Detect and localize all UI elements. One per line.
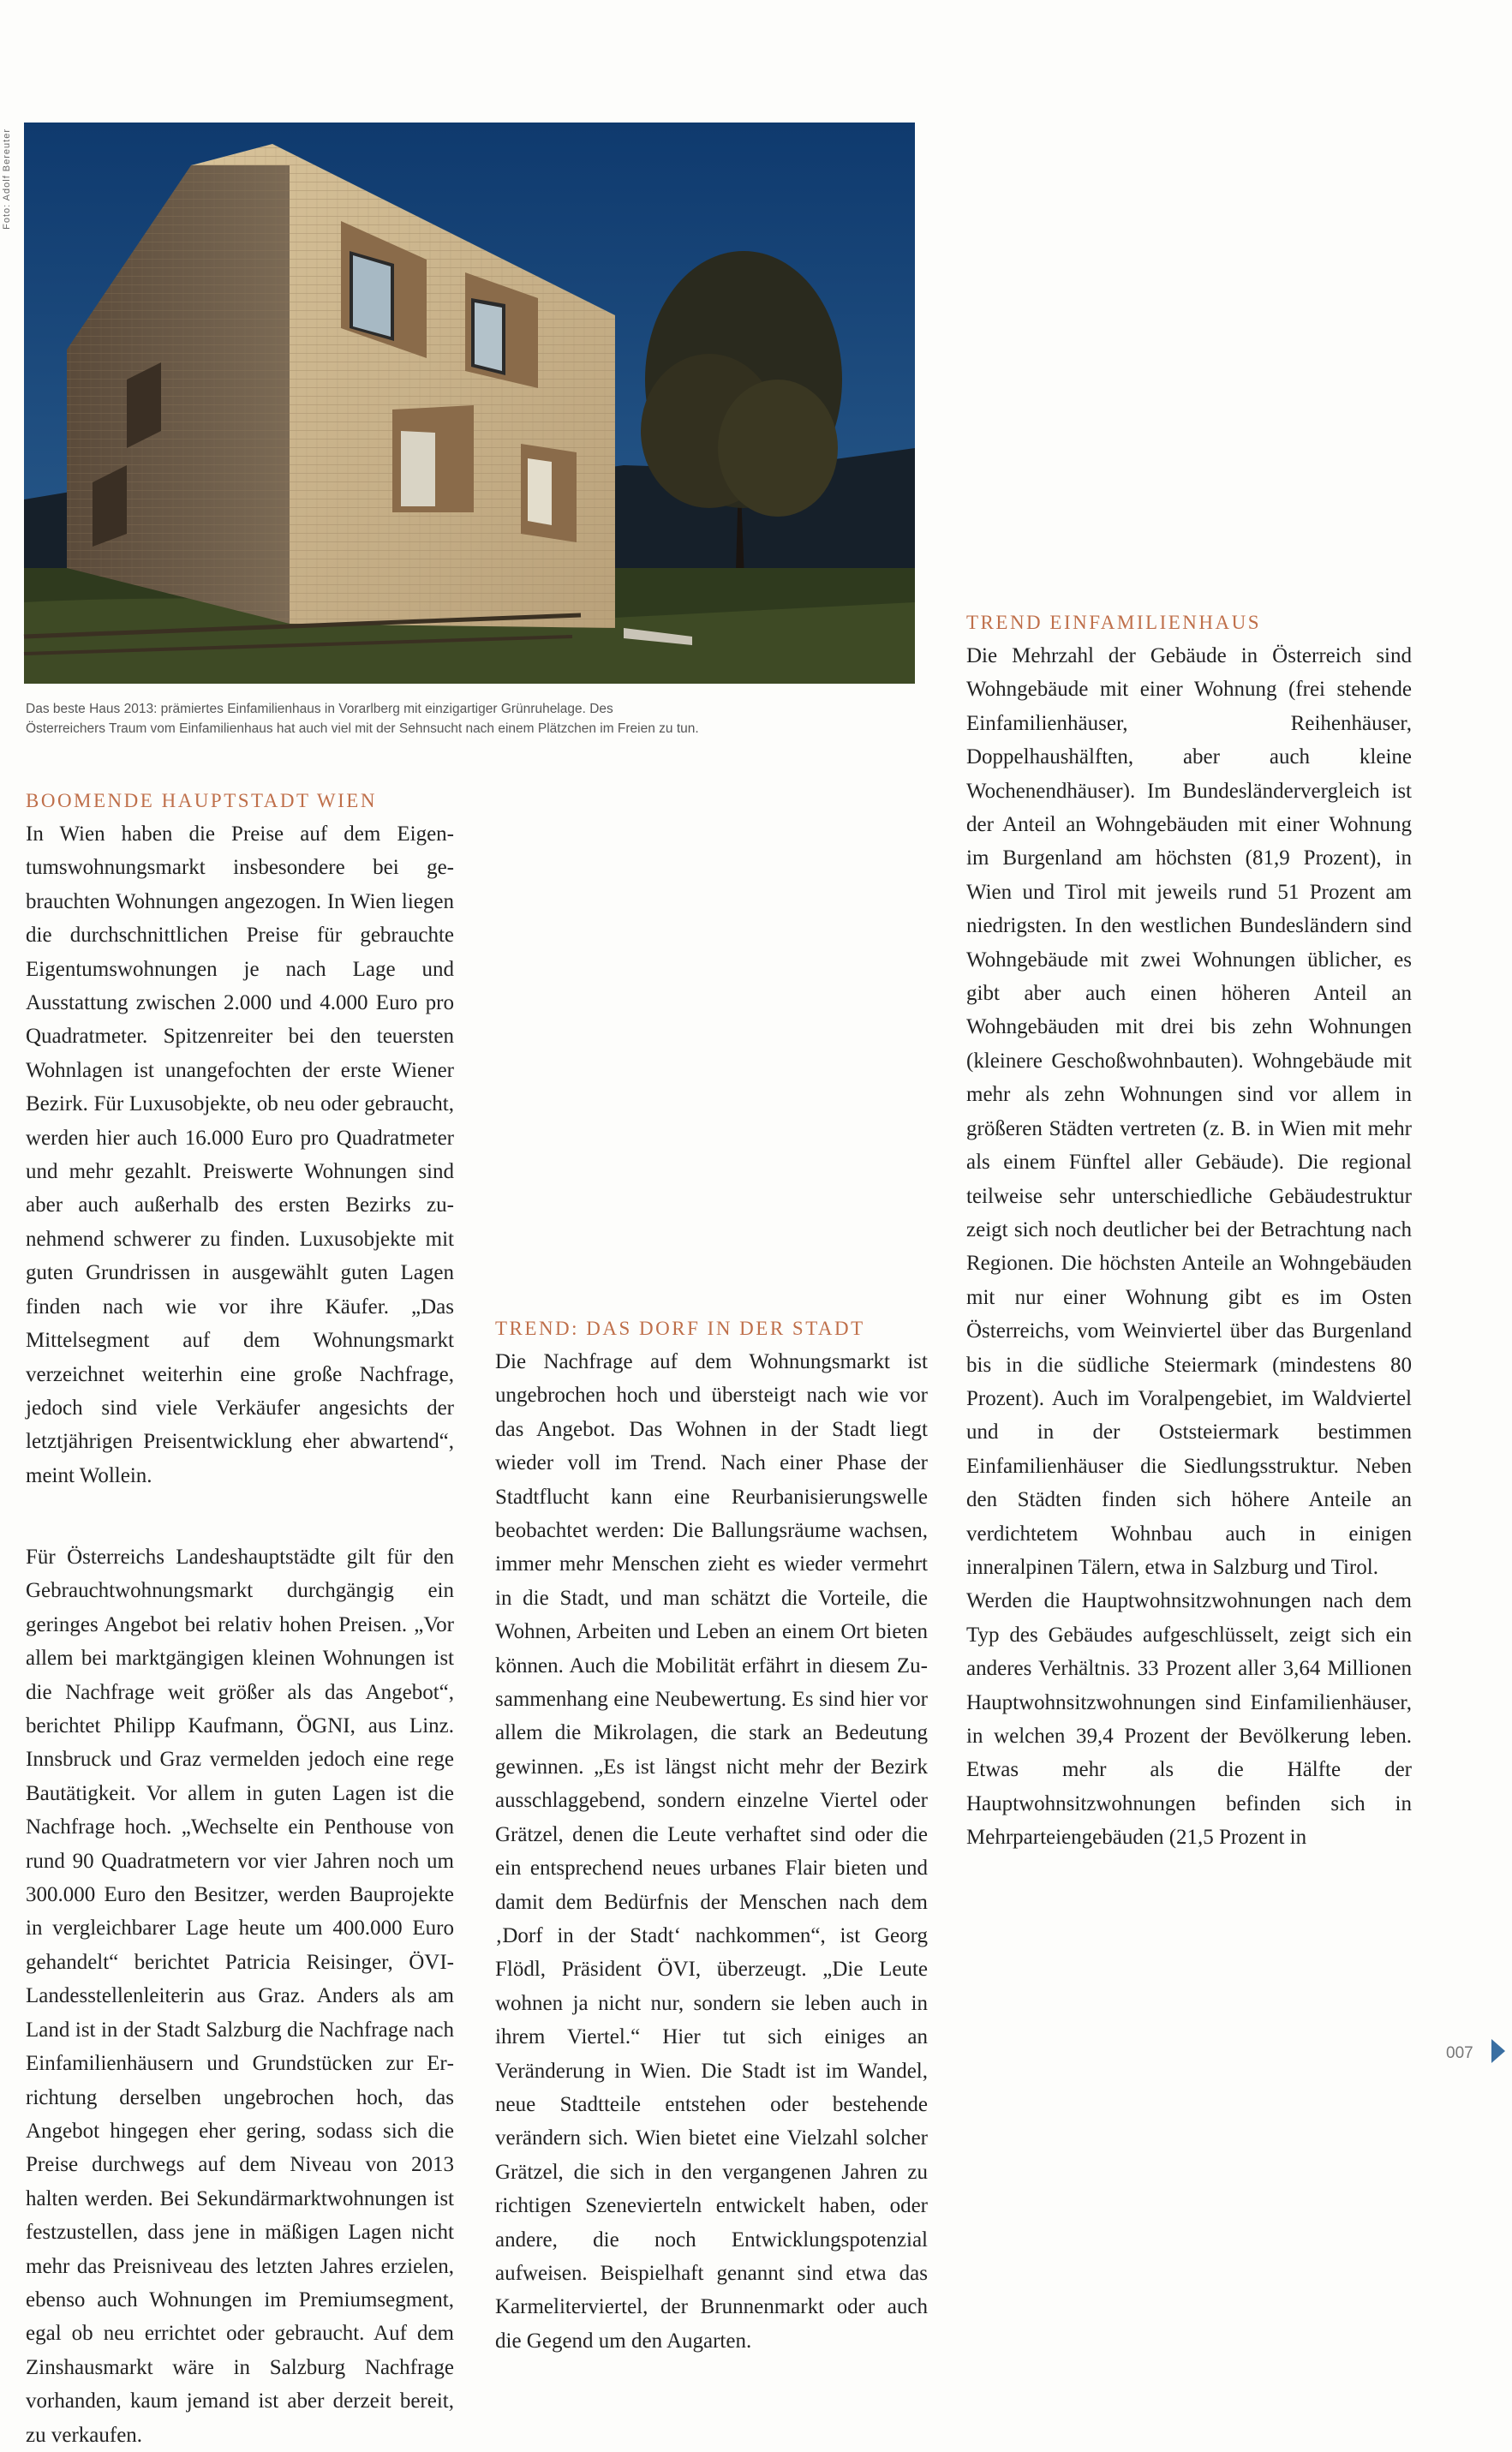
heading-hauptstadt-wien: BOOMENDE HAUPTSTADT WIEN [26,790,377,811]
column-1 [26,788,454,1492]
next-page-arrow-icon [1491,2039,1505,2063]
heading-dorf-in-der-stadt: TREND: DAS DORF IN DER STADT [495,1318,865,1339]
house-photo [24,123,915,684]
column-3 [966,610,1412,1855]
heading-einfamilienhaus: TREND EINFAMILIENHAUS [966,612,1262,633]
column-2 [495,1316,928,2353]
house-photo-illustration [24,123,915,684]
page-number: 007 [1446,2044,1473,2062]
paragraph-hauptstadt-1: In Wien haben die Preise auf dem Eigentumswohnungsmarkt insbesondere bei gebrauchten Wohnungen angezogen. In Wien liegen die durchschnittlichen Preise für gebrauchte Eigentumswohnungen je nach Lage und Ausstattung zwischen 2.000 und 4.000 Euro pro Quadratmeter. Spitzenreiter bei den teuersten Wohnlagen ist unangefochten der erste Wiener Bezirk. Für Luxusobjekte, ob neu oder gebraucht, werden hier auch 16.000 Euro pro Quadratmeter und mehr gezahlt. Preiswerte Wohnungen sind aber auch außerhalb des ersten Bezirks zunehmend schwerer zu finden. Luxusobjekte mit guten Grundrissen in ausgewählt guten Lagen finden nach wie vor ihre Käufer. „Das Mittelsegment auf dem Wohnungsmarkt verzeichnet weiterhin eine große Nachfrage, jedoch sind viele Verkäufer angesichts der letztjährigen Preisentwicklung eher abwartend“, meint Wollein. [26,822,454,1487]
paragraph-dorf-1: Die Nachfrage auf dem Wohnungsmarkt ist ungebrochen hoch und übersteigt nach wie vor das Angebot. Das Wohnen in der Stadt liegt wieder voll im Trend. Nach einer Phase der Stadtflucht kann eine Reurbanisierungswelle beobachtet werden: Die Ballungsräume wachsen, immer mehr Menschen zieht es wieder vermehrt in die Stadt, und man schätzt die Vorteile, die Wohnen, Arbeiten und Leben an einem Ort bieten können. Auch die Mobilität erfährt in diesem Zusammenhang eine Neubewertung. Es sind hier vor allem die Mikrolagen, die stark an Bedeutung gewinnen. „Es ist längst nicht mehr der Bezirk ausschlaggebend, sondern einzelne Viertel oder Grätzel, denen die Leute verhaftet sind oder die ein entsprechend neues urbanes Flair bieten und damit dem Bedürfnis der Menschen nach dem ‚Dorf in der Stadt‘ nachkommen“, ist Georg Flödl, Präsident ÖVI, überzeugt. „Die Leute wohnen ja nicht nur, sondern sie leben auch in ihrem Viertel.“ Hier tut sich einiges an Veränderung in Wien. Die Stadt ist im Wandel, neue Stadtteile entstehen oder bestehende verändern sich. Wien bietet eine Vielzahl solcher Grätzel, die sich in den vergangenen Jahren zu richtigen Szenevierteln entwickelt haben, oder andere, die noch Entwicklungspotenzial aufweisen. Beispielhaft genannt sind etwa das Karmeliterviertel, der Brunnenmarkt oder auch die Gegend um den Augarten. [495,1350,928,2353]
paragraph-einfamilienhaus-2: Werden die Hauptwohnsitzwohnungen nach dem Typ des Gebäudes aufgeschlüsselt, zeigt sich ein anderes Verhältnis. 33 Prozent aller 3,64 Millionen Hauptwohnsitzwohnungen sind Einfamilienhäuser, in welchen 39,4 Prozent der Bevölkerung leben. Etwas mehr als die Hälfte der Hauptwohnsitzwohnungen befinden sich in Mehrparteiengebäuden (21,5 Prozent in [966,1589,1412,1850]
photo-caption: Das beste Haus 2013: prämiertes Einfamilienhaus in Vorarlberg mit einzigartiger Grünruhelage. Des Österreichers Traum vom Einfamilienhaus hat auch viel mit der Sehnsucht nach einem Plätzchen im Freien zu tun. [26,702,699,736]
paragraph-einfamilienhaus-1: Die Mehrzahl der Gebäude in Österreich sind Wohngebäude mit einer Wohnung (frei stehende Einfamilienhäuser, Reihenhäuser, Doppelhaushälften, aber auch kleine Wochenendhäuser). Im Bundesländervergleich ist der Anteil an Wohngebäuden mit einer Wohnung im Burgenland am höchsten (81,9 Prozent), in Wien und Tirol mit jeweils rund 51 Prozent am niedrigsten. In den westlichen Bundesländern sind Wohngebäude mit zwei Wohnungen üblicher, es gibt aber auch einen höheren Anteil an Wohngebäuden mit drei bis zehn Wohnungen (kleinere Geschoßwohnbauten). Wohngebäude mit mehr als zehn Wohnungen sind vor allem in größeren Städten vertreten (z. B. in Wien mit mehr als einem Fünftel aller Gebäude). Die regional teilweise sehr unterschiedliche Gebäudestruktur zeigt sich noch deutlicher bei der Betrachtung nach Regionen. Die höchsten Anteile an Wohngebäuden mit nur einer Wohnung gibt es im Osten Österreichs, vom Weinviertel über das Burgenland bis in die südliche Steiermark (mindestens 80 Prozent). Auch im Voralpengebiet, im Waldviertel und in der Oststeiermark bestimmen Einfamilienhäuser die Siedlungsstruktur. Neben den Städten finden sich höhere Anteile an verdichtetem Wohnbau auch in einigen inneralpinen Tälern, etwa in Salzburg und Tirol. [966,644,1412,1579]
paragraph-hauptstadt-2: Für Österreichs Landeshauptstädte gilt für den Gebrauchtwohnungsmarkt durchgängig ein geringes Angebot bei relativ hohen Preisen. „Vor allem bei marktgängigen kleinen Wohnungen ist die Nachfrage weit größer als das Angebot“, berichtet Philipp Kaufmann, ÖGNI, aus Linz. Innsbruck und Graz vermelden jedoch eine rege Bautätigkeit. Vor allem in guten Lagen ist die Nachfrage hoch. „Wechselte ein Penthouse von rund 90 Quadratmetern vor vier Jahren noch um 300.000 Euro den Besitzer, werden Bauprojekte in vergleichbarer Lage heute um 400.000 Euro gehandelt“ berichtet Patricia Reisinger, ÖVI-Landesstellenleiterin aus Graz. Anders als am Land ist in der Stadt Salzburg die Nachfrage nach Einfamilienhäusern und Grundstücken zur Errichtung derselben ungebrochen hoch, das Angebot hingegen eher gering, sodass sich die Preise durchwegs auf dem Niveau von 2013 halten werden. Bei Sekundärmarktwohnungen ist festzustellen, dass jene in mäßigen Lagen nicht mehr das Preisniveau des letzten Jahres erzielen, ebenso auch Wohnungen im Premiumsegment, egal ob neu errichtet oder gebraucht. Auf dem Zinshausmarkt wäre in Salzburg Nachfrage vorhanden, kaum jemand ist aber derzeit bereit, zu verkaufen. [26,1546,454,2447]
column-1-lower [26,1540,454,2447]
photo-credit: Foto: Adolf Bereuter [2,129,12,230]
